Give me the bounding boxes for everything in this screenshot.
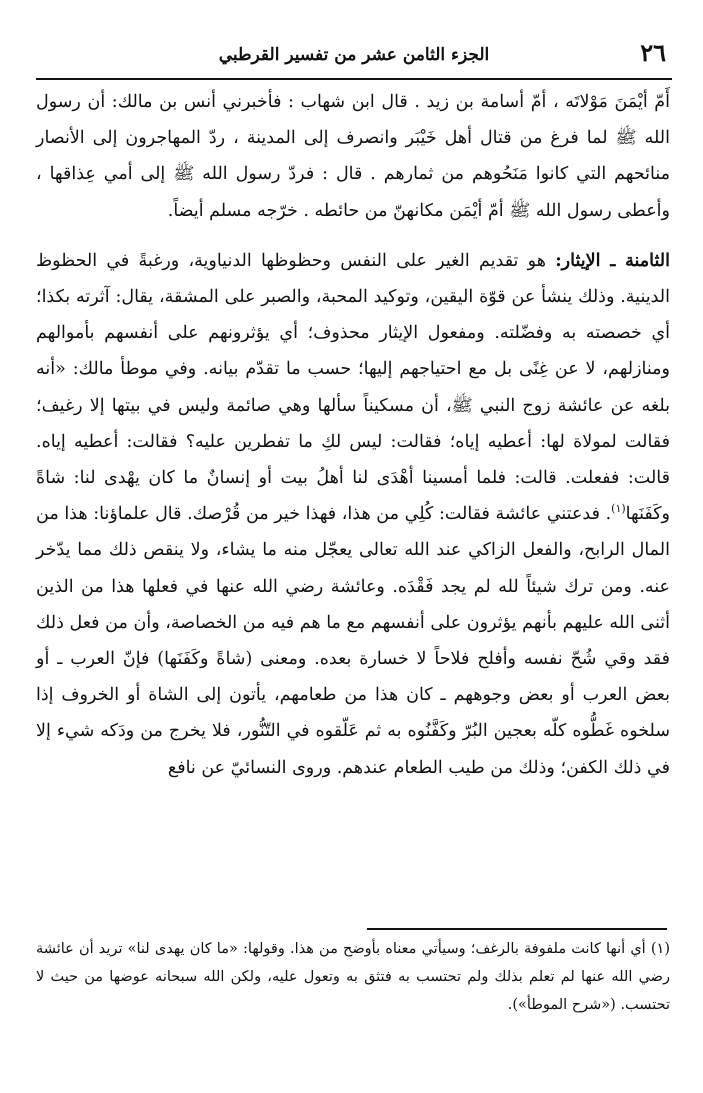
header-rule	[36, 78, 672, 80]
section-text-part-1: هو تقديم الغير على النفس وحظوظها الدنياوية، ورغبةً في الحظوظ الدينية. وذلك ينشأ عن قوّة اليقين، وتوكيد المحبة، والصبر على المشقة، يقال: آثرته بكذا؛ أي خصصته به وفضّلته. ومفعول الإيثار محذوف؛ أي يؤثرونهم على أنفسهم بأموالهم ومنازلهم، لا عن غِنًى بل مع احتياجهم إليها؛ حسب ما تقدّم بيانه. وفي موطأ مالك: «أنه بلغه عن عائشة زوج النبي ﷺ، أن مسكيناً سألها وهي صائمة وليس في بيتها إلا رغيف؛ فقالت لمولاة لها: أعطيه إياه؛ فقالت: ليس لكِ ما تفطرين عليه؟ فقالت: أعطيه إياه. قالت: ففعلت. قالت: فلما أمسينا أهْدَى لنا أهلُ بيت أو إنسانٌ ما كان يهْدى لنا: شاةً وكَفَنَها	[36, 250, 670, 525]
footnote-text: (١) أي أنها كانت ملفوفة بالرغف؛ وسيأتي معناه بأوضح من هذا. وقولها: «ما كان يهدى لنا» تريد أن عائشة رضي الله عنها لم تعلم بذلك ولم تحتسب به فتثق به وتعول عليه، ولكن الله سبحانه عوضها من حيث لا تحتسب. («شرح الموطأ»).	[36, 941, 670, 1013]
paragraph-2	[36, 243, 670, 786]
page-number: ٢٦	[640, 38, 666, 67]
footnote	[36, 935, 670, 1019]
running-title: الجزء الثامن عشر من تفسير القرطبي	[218, 45, 490, 65]
section-text-part-2: . فدعتني عائشة فقالت: كُلِي من هذا، فهذا خير من قُرْصك. قال علماؤنا: هذا من المال الرابح، والفعل الزاكي عند الله تعالى يعجّل منه ما يشاء، ولا ينقص ذلك مما يدّخر عنه. ومن ترك شيئاً لله لم يجد فَقْدَه. وعائشة رضي الله عنها في فعلها هذا من الذين أثنى الله عليهم بأنهم يؤثرون على أنفسهم مع ما هم فيه من الخصاصة، وأن من فعل ذلك فقد وقي شُحّ نفسه وأفلح فلاحاً لا خسارة بعده. ومعنى (شاةً وكَفَنَها) فإنّ العرب ـ أو بعض العرب أو بعض وجوههم ـ كان هذا من طعامهم، يأتون إلى الشاة أو الخروف إذا سلخوه غَطُّوه كلّه بعجين البُرّ وكَفَّنُوه به ثم عَلّقوه في التّنُّور، فلا يخرج من ودَكه شيء إلا في ذلك الكفن؛ وذلك من طيب الطعام عندهم. وروى النسائيّ عن نافع	[36, 504, 670, 778]
paragraph-1: أَمّ أيْمَنَ مَوْلاتَه ، أمّ أسامة بن زيد . قال ابن شهاب : فأخبرني أنس بن مالك: أن رسول الله ﷺ لما فرغ من قتال أهل خَيْبَر وانصرف إلى المدينة ، ردّ المهاجرون إلى الأنصار منائحهم التي كانوا مَنَحُوهم من ثمارهم . قال : فردّ رسول الله ﷺ إلى أمي عِذاقها ، وأعطى رسول الله ﷺ أمّ أيْمَن مكانهنّ من حائطه . خرّجه مسلم أيضاً.	[36, 92, 670, 221]
page-header	[36, 36, 672, 76]
section-heading: الثامنة ـ الإيثار:	[555, 250, 670, 271]
main-text	[36, 84, 670, 786]
footnote-rule	[367, 928, 667, 930]
footnote-marker: (١)	[611, 502, 626, 516]
